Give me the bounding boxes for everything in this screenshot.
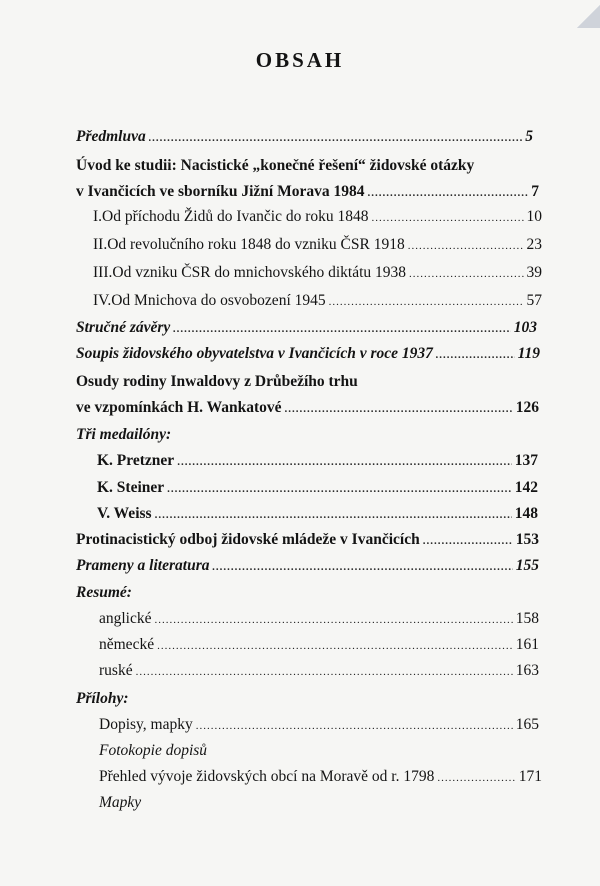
toc-entry-chapter-4: IV. Od Mnichova do osvobození 1945 ..... 57	[93, 292, 542, 311]
toc-entry-prameny: Prameny a literatura ..... 155	[76, 557, 539, 576]
toc-entry-fotokopie: Fotokopie dopisů	[99, 742, 208, 759]
toc-entry-prehled: Přehled vývoje židovských obcí na Moravě od r. 1798 ..... 171	[99, 768, 542, 787]
section-heading-prilohy: Přílohy:	[76, 690, 129, 707]
dot-leader	[285, 400, 513, 418]
dot-leader	[367, 184, 528, 202]
toc-entry-steiner: K. Steiner ..... 142	[97, 479, 538, 498]
toc-entry-pretzner: K. Pretzner ..... 137	[97, 452, 538, 471]
toc-entry-mapky: Mapky	[99, 794, 142, 811]
page-title: OBSAH	[255, 48, 345, 72]
dot-leader	[409, 265, 523, 283]
dot-leader	[136, 663, 513, 681]
dot-leader	[173, 320, 510, 338]
toc-entry-uvod: v Ivančicích ve sborníku Jižní Morava 1984 ..... 7	[76, 183, 539, 202]
dot-leader	[408, 237, 524, 255]
dot-leader	[372, 209, 524, 227]
toc-entry-ruske: ruské ..... 163	[99, 662, 539, 681]
dot-leader	[155, 506, 512, 524]
toc-entry-weiss: V. Weiss ..... 148	[97, 505, 538, 524]
toc-entry-uvod-line1: Úvod ke studii: Nacistické „konečné řešení“ židovské otázky	[76, 157, 475, 174]
toc-entry-anglicke: anglické ..... 158	[99, 610, 539, 629]
toc-entry-nemecke: německé ..... 161	[99, 636, 539, 655]
dot-leader	[437, 769, 515, 787]
dot-leader	[329, 293, 524, 311]
toc-entry-dopisy-mapky: Dopisy, mapky ..... 165	[99, 716, 539, 735]
page-corner	[576, 0, 600, 28]
toc-entry-osudy-line1: Osudy rodiny Inwaldovy z Drůbežího trhu	[76, 373, 358, 390]
toc-entry-osudy: ve vzpomínkách H. Wankatové ..... 126	[76, 399, 539, 418]
dot-leader	[196, 717, 513, 735]
toc-entry-chapter-2: II. Od revolučního roku 1848 do vzniku ČSR 1918 ..... 23	[93, 236, 542, 255]
dot-leader	[423, 532, 513, 550]
toc-entry-chapter-1: I. Od příchodu Židů do Ivančic do roku 1848 ..... 10	[93, 208, 542, 227]
toc-entry-strucne-zavery: Stručné závěry ..... 103	[76, 319, 537, 338]
dot-leader	[436, 346, 515, 364]
dot-leader	[177, 453, 512, 471]
toc-entry-odboj: Protinacistický odboj židovské mládeže v Ivančicích ..... 153	[76, 531, 539, 550]
toc-entry-predmluva: Předmluva ..... 5	[76, 128, 533, 147]
toc-entry-chapter-3: III. Od vzniku ČSR do mnichovského diktátu 1938 ..... 39	[93, 264, 542, 283]
dot-leader	[167, 480, 512, 498]
toc-entry-soupis: Soupis židovského obyvatelstva v Ivančicích v roce 1937 ..... 119	[76, 345, 540, 364]
dot-leader	[155, 611, 513, 629]
section-heading-medailony: Tři medailóny:	[76, 426, 172, 443]
dot-leader	[149, 129, 523, 147]
dot-leader	[212, 558, 512, 576]
dot-leader	[157, 637, 513, 655]
section-heading-resume: Resumé:	[76, 584, 132, 601]
